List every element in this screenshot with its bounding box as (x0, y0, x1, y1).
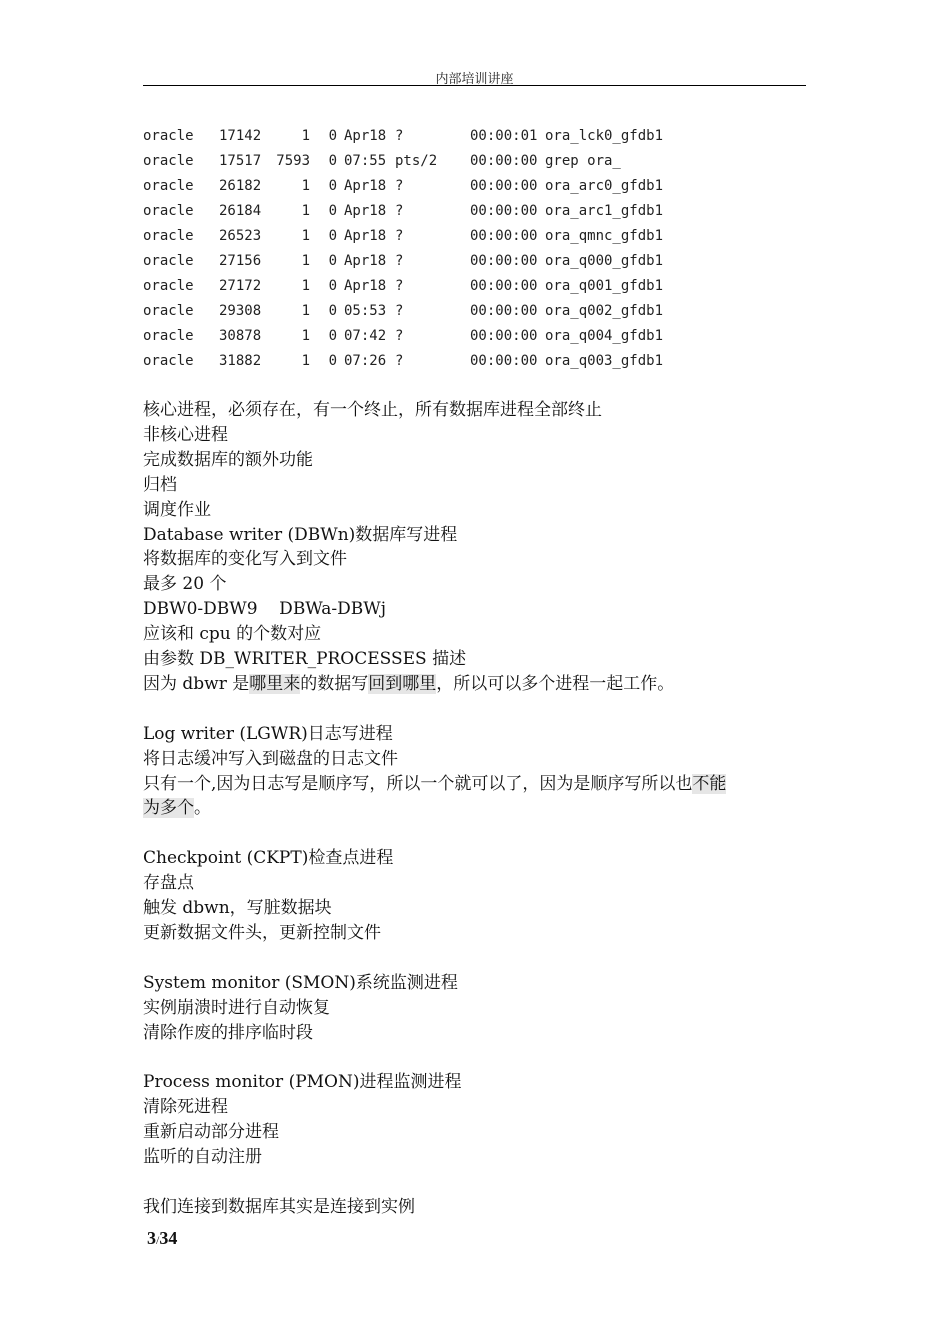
process-time: 00:00:00 (470, 178, 538, 194)
text-run: 的数据写 (300, 673, 369, 694)
process-stime: 07:42 (344, 328, 387, 344)
process-cmd: ora_q001_gfdb1 (545, 278, 664, 294)
process-c: 0 (328, 278, 337, 294)
text-line: 完成数据库的额外功能 (143, 449, 313, 470)
text-line (143, 796, 813, 821)
text-line: 将日志缓冲写入到磁盘的日志文件 (143, 748, 398, 769)
process-ppid: 1 (301, 328, 310, 344)
process-c: 0 (328, 303, 337, 319)
process-c: 0 (328, 253, 337, 269)
process-pid: 27172 (219, 278, 262, 294)
process-cmd: ora_q002_gfdb1 (545, 303, 664, 319)
process-stime: Apr18 (344, 203, 387, 219)
text-run: ，所以可以多个进程一起工作。 (436, 673, 675, 694)
process-time: 00:00:00 (470, 253, 538, 269)
process-c: 0 (328, 178, 337, 194)
highlighted-text: 回到哪里 (368, 673, 437, 694)
process-pid: 26182 (219, 178, 262, 194)
process-ppid: 7593 (276, 153, 310, 169)
process-c: 0 (328, 353, 337, 369)
text-line: 监听的自动注册 (143, 1147, 262, 1168)
process-stime: Apr18 (344, 178, 387, 194)
section-heading-dbwn: Database writer (DBWn)数据库写进程 (143, 524, 458, 545)
process-tty: ? (395, 328, 404, 344)
process-tty: ? (395, 353, 404, 369)
text-line: 应该和 cpu 的个数对应 (143, 624, 322, 645)
process-time: 00:00:00 (470, 153, 538, 169)
process-cmd: grep ora_ (545, 153, 621, 169)
section-heading-smon: System monitor (SMON)系统监测进程 (143, 972, 458, 993)
process-time: 00:00:00 (470, 228, 538, 244)
process-time: 00:00:00 (470, 203, 538, 219)
process-user: oracle (143, 178, 194, 194)
process-ppid: 1 (301, 228, 310, 244)
process-stime: Apr18 (344, 128, 387, 144)
process-tty: ? (395, 178, 404, 194)
process-pid: 31882 (219, 353, 262, 369)
text-line: 实例崩溃时进行自动恢复 (143, 997, 330, 1018)
process-ppid: 1 (301, 203, 310, 219)
text-line: 由参数 DB_WRITER_PROCESSES 描述 (143, 649, 467, 670)
process-cmd: ora_q000_gfdb1 (545, 253, 664, 269)
text-line: DBW0-DBW9 DBWa-DBWj (143, 599, 387, 620)
process-pid: 30878 (219, 328, 262, 344)
document-body (143, 398, 813, 1220)
text-line (143, 772, 813, 797)
process-user: oracle (143, 203, 194, 219)
process-time: 00:00:00 (470, 353, 538, 369)
process-stime: Apr18 (344, 253, 387, 269)
text-line: 清除死进程 (143, 1097, 228, 1118)
page-header-title: 内部培训讲座 (435, 72, 514, 87)
process-c: 0 (328, 228, 337, 244)
text-line: 清除作废的排序临时段 (143, 1022, 313, 1043)
process-user: oracle (143, 128, 194, 144)
process-stime: Apr18 (344, 228, 387, 244)
process-cmd: ora_lck0_gfdb1 (545, 128, 664, 144)
page-number (147, 1228, 177, 1249)
section-heading-pmon: Process monitor (PMON)进程监测进程 (143, 1072, 462, 1093)
text-line (143, 672, 813, 697)
process-stime: Apr18 (344, 278, 387, 294)
blank-line (143, 1046, 813, 1071)
process-user: oracle (143, 253, 194, 269)
text-line: 我们连接到数据库其实是连接到实例 (143, 1196, 415, 1217)
process-ppid: 1 (301, 278, 310, 294)
highlighted-text: 为多个 (143, 798, 194, 819)
process-stime: 07:26 (344, 353, 387, 369)
text-run: 。 (194, 798, 211, 819)
text-line: 调度作业 (143, 499, 211, 520)
section-heading-ckpt: Checkpoint (CKPT)检查点进程 (143, 848, 394, 869)
process-c: 0 (328, 328, 337, 344)
process-pid: 29308 (219, 303, 262, 319)
process-cmd: ora_arc0_gfdb1 (545, 178, 664, 194)
text-run: 只有一个,因为日志写是顺序写，所以一个就可以了，因为是顺序写所以也 (143, 773, 693, 794)
process-ppid: 1 (301, 178, 310, 194)
process-tty: ? (395, 228, 404, 244)
blank-line (143, 697, 813, 722)
process-pid: 27156 (219, 253, 262, 269)
process-time: 00:00:00 (470, 278, 538, 294)
process-c: 0 (328, 203, 337, 219)
process-ppid: 1 (301, 353, 310, 369)
blank-line (143, 821, 813, 846)
blank-line (143, 1170, 813, 1195)
process-tty: ? (395, 303, 404, 319)
process-user: oracle (143, 278, 194, 294)
process-tty: ? (395, 253, 404, 269)
text-line: 非核心进程 (143, 424, 228, 445)
section-heading-lgwr: Log writer (LGWR)日志写进程 (143, 723, 393, 744)
process-stime: 07:55 (344, 153, 387, 169)
process-tty: ? (395, 128, 404, 144)
blank-line (143, 946, 813, 971)
text-line: 重新启动部分进程 (143, 1122, 279, 1143)
process-cmd: ora_q003_gfdb1 (545, 353, 664, 369)
process-stime: 05:53 (344, 303, 387, 319)
page-current: 3 (147, 1228, 156, 1248)
process-c: 0 (328, 153, 337, 169)
process-pid: 26184 (219, 203, 262, 219)
process-cmd: ora_q004_gfdb1 (545, 328, 664, 344)
process-pid: 17142 (219, 128, 262, 144)
text-run: 因为 dbwr 是 (143, 673, 250, 694)
highlighted-text: 哪里来 (249, 673, 301, 694)
process-pid: 26523 (219, 228, 262, 244)
process-cmd: ora_qmnc_gfdb1 (545, 228, 664, 244)
process-tty: ? (395, 203, 404, 219)
header-divider (143, 85, 806, 86)
process-ppid: 1 (301, 253, 310, 269)
text-line: 最多 20 个 (143, 574, 227, 595)
process-ppid: 1 (301, 128, 310, 144)
text-line: 归档 (143, 474, 177, 495)
text-line: 将数据库的变化写入到文件 (143, 549, 347, 570)
process-user: oracle (143, 353, 194, 369)
page-separator: / (156, 1233, 160, 1247)
text-line: 触发 dbwn，写脏数据块 (143, 898, 332, 919)
process-time: 00:00:00 (470, 303, 538, 319)
process-tty: pts/2 (395, 153, 438, 169)
highlighted-text: 不能 (692, 773, 727, 794)
process-time: 00:00:00 (470, 328, 538, 344)
process-user: oracle (143, 153, 194, 169)
process-time: 00:00:01 (470, 128, 538, 144)
process-cmd: ora_arc1_gfdb1 (545, 203, 664, 219)
process-tty: ? (395, 278, 404, 294)
process-ppid: 1 (301, 303, 310, 319)
process-c: 0 (328, 128, 337, 144)
process-user: oracle (143, 328, 194, 344)
process-user: oracle (143, 303, 194, 319)
text-line: 存盘点 (143, 873, 194, 894)
process-user: oracle (143, 228, 194, 244)
page-total: 34 (159, 1228, 178, 1248)
text-line: 核心进程，必须存在，有一个终止，所有数据库进程全部终止 (143, 400, 602, 420)
text-line: 更新数据文件头，更新控制文件 (143, 923, 381, 943)
process-pid: 17517 (219, 153, 262, 169)
